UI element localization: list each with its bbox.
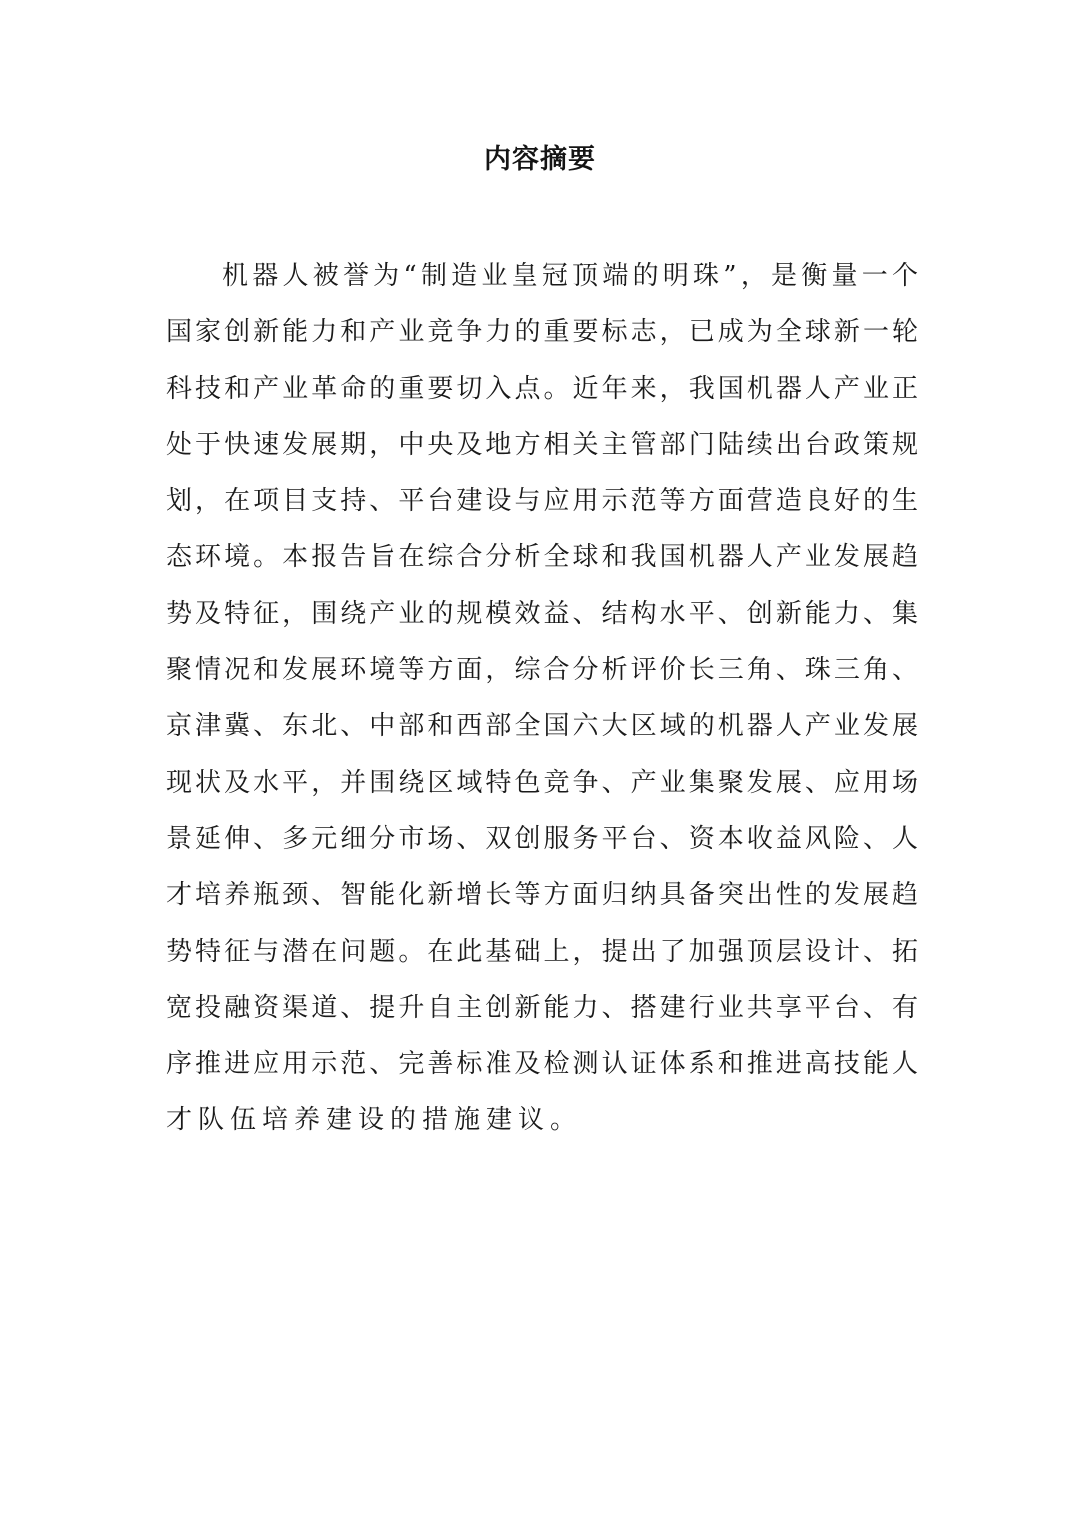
paragraph-line: 才队伍培养建设的措施建议。 <box>166 1105 583 1136</box>
paragraph-line: 国家创新能力和产业竞争力的重要标志，已成为全球新一轮 <box>166 317 918 348</box>
paragraph-line: 现状及水平，并围绕区域特色竞争、产业集聚发展、应用场 <box>166 767 918 798</box>
paragraph-line: 宽投融资渠道、提升自主创新能力、搭建行业共享平台、有 <box>166 992 918 1023</box>
page-title: 内容摘要 <box>484 144 596 175</box>
paragraph-line: 势特征与潜在问题。在此基础上，提出了加强顶层设计、拓 <box>166 936 918 967</box>
paragraph-line: 处于快速发展期，中央及地方相关主管部门陆续出台政策规 <box>166 429 918 460</box>
abstract-paragraph <box>166 248 918 1149</box>
paragraph-line: 划，在项目支持、平台建设与应用示范等方面营造良好的生 <box>166 486 918 517</box>
paragraph-line: 势及特征，围绕产业的规模效益、结构水平、创新能力、集 <box>166 598 918 629</box>
paragraph-line: 聚情况和发展环境等方面，综合分析评价长三角、珠三角、 <box>166 655 918 686</box>
paragraph-line: 景延伸、多元细分市场、双创服务平台、资本收益风险、人 <box>166 823 918 854</box>
paragraph-line: 科技和产业革命的重要切入点。近年来，我国机器人产业正 <box>166 373 918 404</box>
paragraph-line: 才培养瓶颈、智能化新增长等方面归纳具备突出性的发展趋 <box>166 880 918 911</box>
paragraph-line: 序推进应用示范、完善标准及检测认证体系和推进高技能人 <box>166 1049 918 1080</box>
paragraph-line: 机器人被誉为“制造业皇冠顶端的明珠”，是衡量一个 <box>222 261 918 291</box>
paragraph-line: 态环境。本报告旨在综合分析全球和我国机器人产业发展趋 <box>166 542 918 573</box>
paragraph-line: 京津冀、东北、中部和西部全国六大区域的机器人产业发展 <box>166 711 918 742</box>
